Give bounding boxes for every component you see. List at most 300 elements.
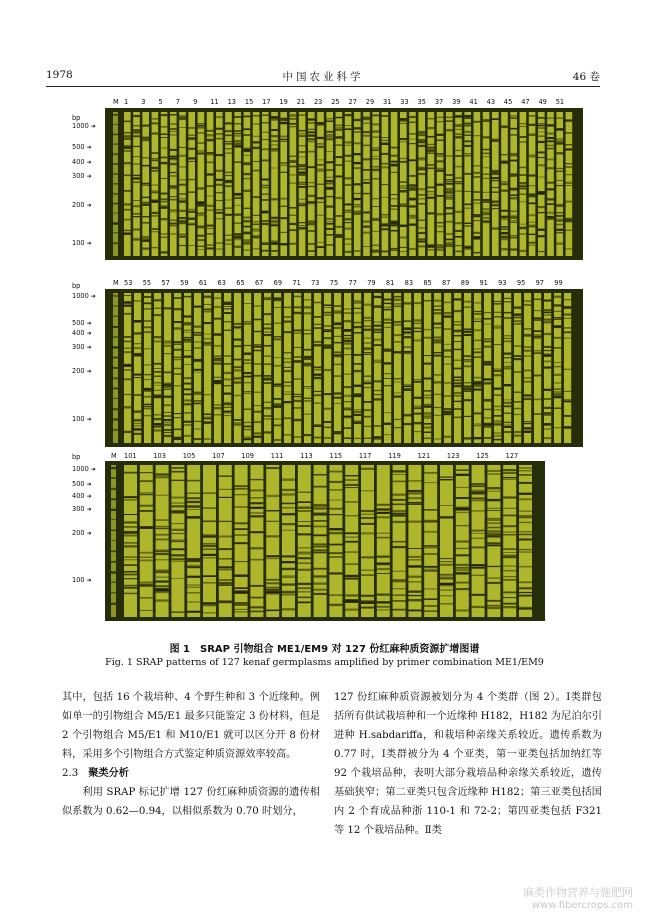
gel-band — [156, 571, 169, 573]
gel-band — [382, 217, 389, 218]
gel-band — [554, 427, 561, 428]
gel-band — [170, 175, 177, 177]
gel-band — [170, 158, 177, 159]
gel-band — [464, 145, 471, 147]
gel-band — [554, 383, 561, 384]
gel-band — [400, 181, 407, 183]
gel-band — [294, 332, 301, 334]
gel-band — [266, 593, 279, 595]
gel-band — [494, 312, 501, 313]
gel-band — [329, 500, 342, 501]
gel-band — [133, 135, 140, 137]
gel-band — [345, 484, 358, 486]
gel-band — [566, 144, 573, 145]
lane-number-label: 11 — [210, 98, 219, 106]
gel-band — [308, 221, 315, 222]
gel-band — [203, 602, 216, 604]
gel-band — [364, 320, 371, 321]
gel-band — [361, 595, 374, 597]
gel-band — [234, 143, 241, 145]
gel-band — [514, 314, 521, 315]
gel-band — [264, 407, 271, 409]
gel-band — [444, 436, 451, 438]
gel-band — [446, 197, 453, 199]
gel-band — [324, 393, 331, 395]
gel-band — [384, 307, 391, 308]
gel-band — [364, 342, 371, 343]
gel-band — [326, 218, 333, 219]
gel-band — [364, 383, 371, 384]
gel-band — [372, 137, 379, 138]
arrow-right-icon: ➜ — [86, 144, 92, 151]
gel-band — [456, 582, 469, 584]
gel-band — [487, 474, 500, 475]
gel-band — [235, 522, 248, 524]
gel-band — [133, 131, 140, 133]
bp-size-label: 500 ➜ — [72, 143, 92, 151]
gel-band — [282, 591, 295, 593]
gel-band — [170, 128, 177, 130]
gel-band — [142, 205, 149, 206]
gel-band — [544, 423, 551, 425]
gel-band — [326, 151, 333, 152]
gel-band — [434, 439, 441, 440]
gel-band — [171, 548, 184, 550]
gel-band — [554, 296, 561, 298]
gel-band — [329, 556, 342, 558]
gel-band — [446, 188, 453, 190]
gel-band — [487, 545, 500, 547]
gel-band — [253, 248, 260, 249]
gel-band — [538, 152, 545, 154]
gel-band — [124, 138, 131, 140]
gel-band — [336, 144, 343, 146]
gel-band — [554, 347, 561, 349]
gel-band — [534, 299, 541, 301]
gel-band — [284, 382, 291, 383]
gel-band — [474, 383, 481, 385]
gel-band — [334, 397, 341, 399]
gel-band — [404, 336, 411, 338]
gel-band — [554, 337, 561, 339]
gel-band — [382, 163, 389, 165]
gel-band — [503, 576, 516, 577]
gel-band — [124, 578, 137, 579]
lane-number-label: 31 — [383, 98, 392, 106]
gel-band — [382, 115, 389, 117]
gel-band — [294, 306, 301, 308]
gel-band — [510, 115, 517, 116]
gel-band — [372, 250, 379, 251]
gel-band — [364, 416, 371, 417]
gel-band — [264, 328, 271, 330]
gel-band — [393, 481, 406, 483]
sample-lane — [124, 293, 131, 443]
gel-band — [501, 226, 508, 228]
gel-band — [361, 607, 374, 608]
lane-number-label: 65 — [236, 279, 245, 287]
gel-band — [314, 568, 327, 570]
gel-band — [244, 249, 251, 251]
gel-band — [304, 359, 311, 360]
gel-band — [363, 226, 370, 228]
gel-band — [408, 581, 421, 582]
bp-size-label: 500 ➜ — [72, 480, 92, 488]
gel-band — [354, 385, 361, 387]
gel-band — [317, 242, 324, 243]
sample-lane — [554, 293, 561, 443]
sample-lane — [271, 112, 278, 256]
gel-band — [344, 354, 351, 355]
gel-band — [113, 408, 118, 410]
gel-band — [400, 237, 407, 239]
sample-lane — [464, 293, 471, 443]
gel-band — [382, 224, 389, 226]
gel-band — [274, 418, 281, 420]
gel-band — [364, 354, 371, 355]
gel-band — [225, 148, 232, 149]
gel-band — [262, 187, 269, 189]
sample-lane — [408, 465, 421, 617]
gel-image — [105, 108, 583, 260]
gel-band — [304, 357, 311, 359]
gel-band — [492, 208, 499, 209]
gel-band — [391, 172, 398, 173]
gel-band — [203, 536, 216, 538]
gel-band — [377, 601, 390, 603]
gel-band — [133, 238, 140, 239]
gel-band — [437, 195, 444, 197]
gel-band — [234, 323, 241, 325]
gel-band — [156, 599, 169, 601]
gel-band — [282, 561, 295, 563]
watermark-site-name: 麻类作物营养与施肥网 — [523, 886, 633, 899]
arrow-right-icon: ➜ — [86, 173, 92, 180]
lane-number-label: 53 — [124, 279, 133, 287]
gel-band — [564, 399, 571, 400]
gel-band — [556, 215, 563, 217]
gel-band — [334, 392, 341, 394]
gel-band — [234, 140, 241, 142]
gel-band — [404, 329, 411, 330]
gel-band — [414, 323, 421, 324]
gel-band — [317, 197, 324, 199]
gel-band — [156, 495, 169, 496]
arrow-right-icon: ➜ — [86, 506, 92, 513]
gel-band — [314, 513, 327, 515]
gel-band — [170, 114, 177, 116]
gel-band — [203, 575, 216, 577]
gel-band — [184, 337, 191, 339]
gel-band — [454, 330, 461, 331]
gel-band — [224, 415, 231, 416]
gel-band — [184, 315, 191, 317]
gel-band — [198, 153, 205, 155]
gel-band — [408, 521, 421, 523]
gel-band — [144, 364, 151, 365]
gel-band — [161, 193, 168, 195]
gel-band — [354, 326, 361, 328]
gel-band — [428, 136, 435, 138]
gel-band — [446, 213, 453, 215]
gel-band — [409, 122, 416, 124]
sample-lane — [474, 293, 481, 443]
gel-band — [345, 204, 352, 206]
volume-label: 46 卷 — [572, 71, 600, 83]
gel-band — [444, 312, 451, 314]
gel-band — [161, 115, 168, 117]
gel-band — [354, 119, 361, 121]
gel-band — [324, 344, 331, 346]
gel-band — [336, 127, 343, 128]
gel-band — [184, 424, 191, 426]
gel-band — [299, 203, 306, 205]
gel-band — [361, 468, 374, 470]
gel-band — [446, 244, 453, 245]
gel-band — [198, 151, 205, 152]
gel-band — [274, 338, 281, 340]
gel-band — [271, 198, 278, 200]
gel-band — [244, 226, 251, 228]
gel-band — [314, 374, 321, 376]
gel-band — [184, 339, 191, 341]
gel-band — [304, 306, 311, 308]
gel-band — [264, 297, 271, 298]
gel-band — [529, 222, 536, 223]
gel-band — [154, 423, 161, 425]
gel-band — [174, 417, 181, 418]
gel-band — [400, 121, 407, 122]
gel-band — [520, 194, 527, 195]
gel-band — [207, 196, 214, 197]
gel-band — [154, 368, 161, 369]
gel-band — [418, 145, 425, 147]
gel-band — [299, 225, 306, 226]
gel-band — [437, 184, 444, 186]
gel-band — [298, 583, 311, 585]
gel-band — [235, 602, 248, 604]
gel-band — [384, 309, 391, 311]
lane-number-label: 83 — [404, 279, 414, 287]
gel-band — [344, 395, 351, 397]
gel-band — [250, 585, 263, 586]
gel-band — [384, 349, 391, 351]
gel-band — [216, 192, 223, 193]
gel-band — [156, 580, 169, 581]
gel-band — [304, 312, 311, 314]
gel-band — [501, 216, 508, 217]
gel-band — [394, 334, 401, 336]
gel-band — [384, 385, 391, 386]
gel-band — [179, 167, 186, 168]
gel-band — [329, 481, 342, 483]
gel-band — [483, 167, 490, 168]
gel-band — [504, 384, 511, 386]
gel-band — [464, 306, 471, 308]
gel-band — [124, 175, 131, 177]
gel-band — [487, 510, 500, 511]
gel-band — [510, 117, 517, 119]
gel-band — [363, 221, 370, 223]
gel-band — [262, 139, 269, 140]
gel-band — [554, 396, 561, 398]
gel-band — [374, 436, 381, 438]
gel-band — [156, 553, 169, 555]
gel-band — [484, 346, 491, 348]
gel-band — [164, 389, 171, 390]
gel-band — [111, 488, 116, 490]
gel-band — [492, 139, 499, 141]
gel-band — [538, 123, 545, 124]
gel-band — [225, 141, 232, 142]
gel-band — [124, 295, 131, 296]
gel-band — [504, 353, 511, 355]
lane-number-label: 77 — [348, 279, 357, 287]
gel-band — [290, 166, 297, 168]
gel-band — [264, 332, 271, 333]
gel-band — [187, 565, 200, 566]
gel-band — [364, 329, 371, 331]
gel-band — [156, 559, 169, 560]
figure-caption-cn: 图 1 SRAP 引物组合 ME1/EM9 对 127 份红麻种质资源扩增图谱 — [169, 644, 480, 655]
marker-lane-label: M — [113, 98, 119, 106]
gel-band — [254, 436, 261, 438]
gel-band — [519, 587, 532, 589]
gel-band — [494, 409, 501, 410]
gel-band — [266, 579, 279, 581]
gel-band — [514, 408, 521, 409]
sample-lane — [484, 293, 491, 443]
gel-band — [207, 248, 214, 250]
gel-band — [298, 552, 311, 553]
gel-band — [134, 394, 141, 396]
gel-band — [524, 335, 531, 336]
gel-band — [483, 211, 490, 213]
gel-band — [179, 223, 186, 224]
gel-band — [418, 141, 425, 142]
gel-band — [384, 373, 391, 374]
gel-band — [174, 297, 181, 299]
sample-lane — [361, 465, 374, 617]
sample-lane — [534, 293, 541, 443]
gel-band — [152, 231, 159, 232]
gel-band — [393, 474, 406, 475]
gel-band — [314, 424, 321, 425]
gel-band — [566, 218, 573, 219]
gel-band — [529, 155, 536, 157]
gel-band — [446, 221, 453, 223]
gel-band — [134, 343, 141, 344]
gel-band — [501, 248, 508, 250]
watermark — [523, 884, 633, 911]
gel-band — [314, 520, 327, 522]
gel-band — [372, 219, 379, 221]
gel-band — [188, 138, 195, 139]
gel-band — [363, 169, 370, 171]
gel-band — [234, 381, 241, 383]
gel-band — [444, 408, 451, 410]
gel-band — [124, 378, 131, 380]
gel-band — [290, 114, 297, 116]
gel-band — [520, 201, 527, 202]
gel-band — [140, 492, 153, 493]
gel-band — [424, 547, 437, 548]
gel-band — [510, 160, 517, 162]
gel-band — [198, 123, 205, 124]
gel-band — [446, 183, 453, 185]
gel-band — [142, 165, 149, 167]
gel-band — [161, 201, 168, 202]
gel-band — [391, 155, 398, 157]
gel-band — [170, 196, 177, 197]
gel-band — [326, 244, 333, 245]
gel-band — [510, 211, 517, 212]
gel-band — [354, 302, 361, 304]
gel-band — [474, 215, 481, 217]
gel-band — [354, 132, 361, 133]
gel-band — [234, 246, 241, 248]
gel-band — [184, 383, 191, 385]
gel-band — [556, 138, 563, 140]
gel-band — [409, 205, 416, 207]
gel-band — [204, 417, 211, 418]
gel-band — [271, 117, 278, 119]
gel-band — [326, 181, 333, 183]
sample-lane — [140, 465, 153, 617]
sample-lane — [464, 112, 471, 256]
gel-band — [424, 566, 437, 568]
gel-band — [414, 407, 421, 409]
sample-lane — [492, 112, 499, 256]
gel-band — [503, 552, 516, 553]
gel-band — [345, 515, 358, 516]
gel-band — [203, 612, 216, 613]
gel-band — [428, 187, 435, 189]
gel-band — [354, 414, 361, 416]
gel-band — [188, 218, 195, 220]
gel-band — [298, 562, 311, 564]
gel-band — [372, 169, 379, 171]
gel-band — [361, 532, 374, 534]
gel-band — [444, 350, 451, 351]
gel-band — [464, 386, 471, 388]
gel-band — [514, 392, 521, 393]
gel-band — [284, 392, 291, 393]
sample-lane — [510, 112, 517, 256]
gel-band — [244, 376, 251, 377]
gel-band — [264, 356, 271, 357]
bp-size-label: 200 ➜ — [72, 367, 92, 375]
gel-band — [472, 538, 485, 539]
gel-band — [483, 217, 490, 219]
gel-band — [544, 437, 551, 439]
gel-band — [294, 420, 301, 421]
gel-band — [514, 320, 521, 322]
gel-band — [454, 310, 461, 312]
gel-band — [308, 138, 315, 140]
gel-band — [524, 355, 531, 356]
gel-band — [262, 223, 269, 225]
gel-band — [152, 152, 159, 154]
gel-band — [354, 354, 361, 356]
gel-band — [437, 134, 444, 135]
gel-band — [384, 434, 391, 435]
gel-band — [409, 198, 416, 200]
gel-band — [134, 429, 141, 431]
gel-band — [244, 391, 251, 392]
gel-band — [304, 386, 311, 387]
gel-band — [554, 393, 561, 395]
